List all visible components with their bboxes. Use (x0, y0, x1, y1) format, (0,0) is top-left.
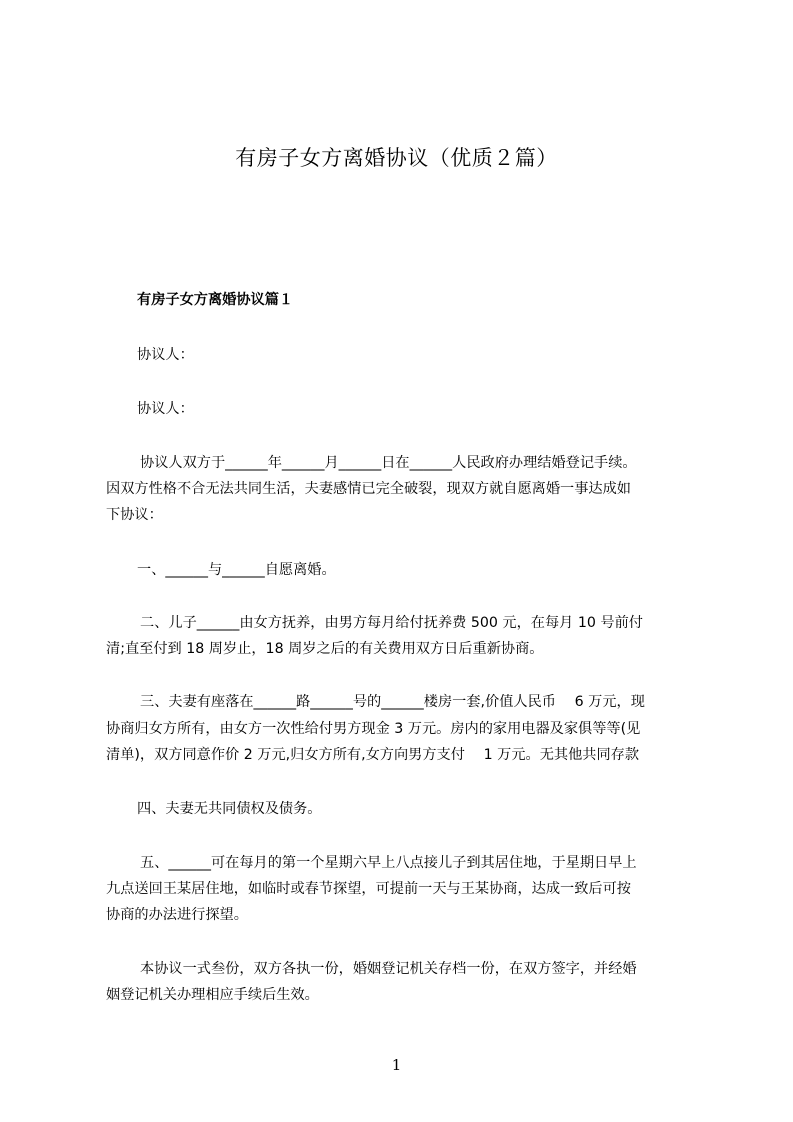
page-number: 1 (391, 1056, 402, 1074)
closing-line: 姻登记机关办理相应手续后生效。 (106, 987, 319, 1003)
clause-3-line: 三、夫妻有座落在______路______号的______楼房一套,价值人民币 6 万元，现 (140, 694, 645, 710)
intro-line: 下协议： (106, 507, 163, 523)
section-heading: 有房子女方离婚协议篇１ (137, 292, 294, 308)
closing-line: 本协议一式叁份，双方各执一份，婚姻登记机关存档一份，在双方签字，并经婚 (140, 961, 637, 977)
clause-4: 四、夫妻无共同债权及债务。 (137, 801, 322, 817)
clause-2-line: 二、儿子______由女方抚养，由男方每月给付抚养费 500 元，在每月 10 号前付 (140, 615, 643, 631)
clause-3-line: 清单)，双方同意作价 2 万元,归女方所有,女方向男方支付 1 万元。无其他共同存款 (106, 747, 640, 763)
clause-1: 一、______与______自愿离婚。 (137, 562, 336, 578)
clause-2-line: 清;直至付到 18 周岁止，18 周岁之后的有关费用双方日后重新协商。 (106, 641, 544, 657)
clause-5-line: 九点送回王某居住地，如临时或春节探望，可提前一天与王某协商，达成一致后可按 (106, 881, 631, 897)
party-line-2: 协议人： (137, 401, 194, 417)
document-title: 有房子女方离婚协议（优质２篇） (235, 146, 558, 170)
clause-5-line: 五、______可在每月的第一个星期六早上八点接儿子到其居住地，于星期日早上 (140, 855, 637, 871)
clause-5-line: 协商的办法进行探望。 (106, 907, 248, 923)
intro-line: 协议人双方于______年______月______日在______人民政府办理结婚登记手续。 (140, 455, 637, 471)
intro-line: 因双方性格不合无法共同生活，夫妻感情已完全破裂，现双方就自愿离婚一事达成如 (106, 481, 631, 497)
party-line-1: 协议人： (137, 347, 194, 363)
clause-3-line: 协商归女方所有，由女方一次性给付男方现金 3 万元。房内的家用电器及家俱等等(见 (106, 721, 641, 737)
